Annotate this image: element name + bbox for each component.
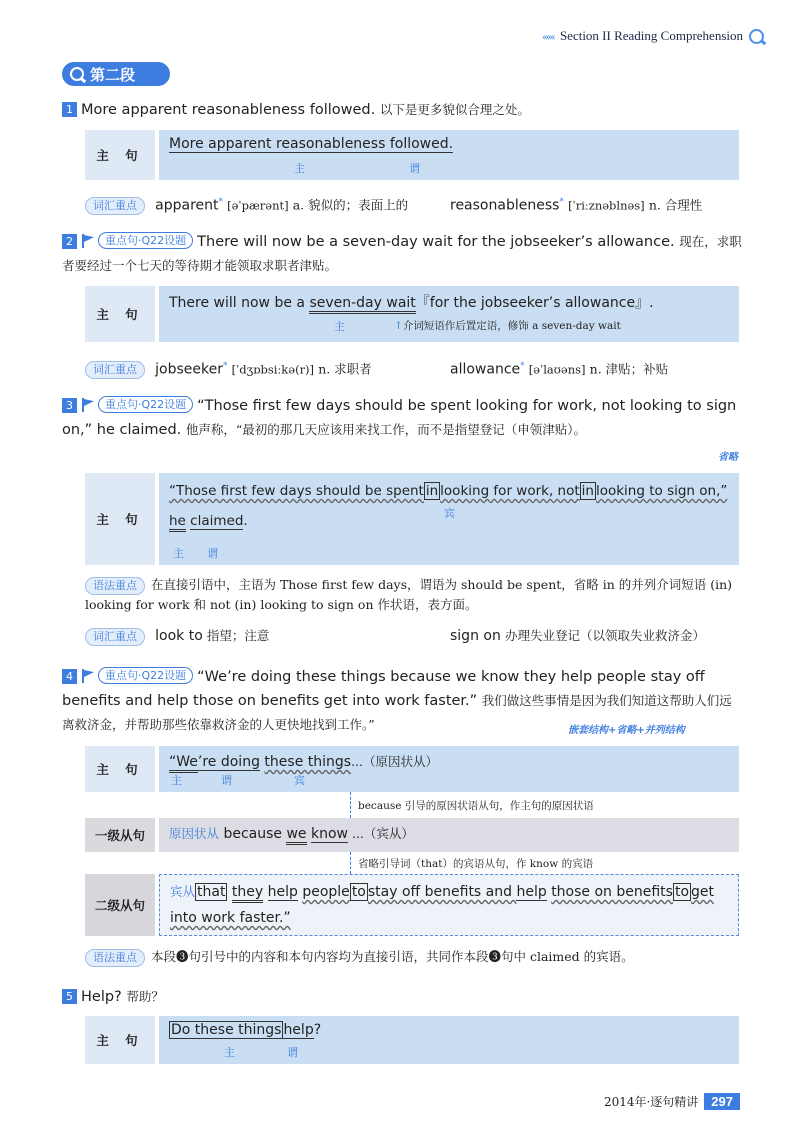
clause-level-2-box: 二级从句 宾从 that they help people to stay off benefits and help those on benefits to get into work faster.” bbox=[85, 874, 739, 936]
box-label: 主 句 bbox=[85, 473, 155, 565]
sentence-zh: 我们做这些事情是因为我们知道这帮助人们远离救济金，并帮助那些依靠救济金的人更快地找到工作。” bbox=[62, 693, 732, 732]
page-number: 297 bbox=[704, 1093, 740, 1110]
grammar-row-3: 语法重点 在直接引语中，主语为 Those first few days，谓语为 should be spent，省略 in 的并列介词短语 (in) looking for work 和 not (in) looking to sign on 作状语，表方面。 bbox=[85, 577, 733, 612]
flag-icon bbox=[81, 669, 95, 683]
sentence-zh: 现在，求职者要经过一个七天的等待期才能领取求职者津贴。 bbox=[62, 234, 742, 273]
box-label: 主 句 bbox=[85, 286, 155, 342]
vocab-row-1: 词汇重点 apparent* [əˈpærənt] a. 貌似的；表面上的 reasonableness* [ˈriːznəblnəs] n. 合理性 bbox=[85, 192, 745, 216]
running-header bbox=[542, 28, 764, 44]
sentence-number: 5 bbox=[62, 989, 77, 1004]
subject-mark: 主 bbox=[171, 774, 182, 787]
predicate-mark: 谓 bbox=[207, 547, 218, 560]
predicate-mark: 谓 bbox=[221, 774, 232, 787]
analysis-box-3: 主 句 “Those first few days should be spent in looking for work, not in looking to sign on,” 宾 he claimed. 主 谓 bbox=[85, 473, 739, 565]
structure-note: ↑介词短语作后置定语，修饰 a seven-day wait bbox=[394, 320, 621, 332]
analysis-box-5: 主 句 Do these things help? 主 谓 bbox=[85, 1016, 739, 1064]
box-label: 主 句 bbox=[85, 130, 155, 180]
sentence-2 bbox=[62, 230, 742, 278]
sentence-en: “We’re doing these things because we know they help people stay off benefits and help those on benefits get into work faster.” bbox=[62, 669, 705, 709]
sentence-zh: 帮助？ bbox=[126, 989, 164, 1004]
page-footer bbox=[604, 1093, 740, 1110]
key-sentence-tag: 重点句·Q22设题 bbox=[98, 667, 193, 684]
chevron-icons: ‹‹‹‹‹‹ bbox=[541, 28, 554, 43]
sentence-number: 1 bbox=[62, 102, 77, 117]
sentence-number: 2 bbox=[62, 234, 77, 249]
connector-line bbox=[350, 852, 351, 874]
search-icon bbox=[749, 29, 764, 44]
structure-note: because 引导的原因状语从句，作主句的原因状语 bbox=[358, 800, 594, 812]
box-label: 主 句 bbox=[85, 746, 155, 792]
box-label: 一级从句 bbox=[85, 818, 155, 852]
object-mark: 宾 bbox=[294, 774, 305, 787]
flag-icon bbox=[81, 234, 95, 248]
analysis-box-2: 主 句 There will now be a seven-day wait『for the jobseeker’s allowance』. 主 ↑介词短语作后置定语，修饰 a seven-day wait bbox=[85, 286, 739, 342]
sentence-en: “Those first few days should be spent looking for work, not looking to sign on,” he claimed. bbox=[62, 398, 737, 438]
analysis-text: More apparent reasonableness followed. bbox=[169, 136, 454, 152]
vocab-tag: 词汇重点 bbox=[85, 628, 145, 646]
vocab-tag: 词汇重点 bbox=[85, 197, 145, 215]
predicate-mark: 谓 bbox=[409, 162, 420, 175]
sentence-zh: 以下是更多貌似合理之处。 bbox=[379, 102, 530, 117]
section-title: Section II Reading Comprehension bbox=[559, 28, 743, 43]
clause-level-1-box: 一级从句 原因状从 because we know ...（宾从） bbox=[85, 818, 739, 852]
grammar-tag: 语法重点 bbox=[85, 949, 145, 967]
sentence-1 bbox=[62, 98, 742, 122]
sentence-number: 3 bbox=[62, 398, 77, 413]
vocab-tag: 词汇重点 bbox=[85, 361, 145, 379]
key-sentence-tag: 重点句·Q22设题 bbox=[98, 396, 193, 413]
subject-mark: 主 bbox=[173, 547, 184, 560]
sentence-3 bbox=[62, 394, 742, 442]
omission-mark: 省略 bbox=[718, 452, 738, 463]
analysis-box-1 bbox=[85, 130, 739, 180]
object-mark: 宾 bbox=[444, 507, 455, 520]
sentence-en: More apparent reasonableness followed. bbox=[81, 102, 376, 118]
sentence-zh: 他声称，“最初的那几天应该用来找工作，而不是指望登记（申领津贴）。 bbox=[185, 422, 587, 437]
box-label: 二级从句 bbox=[85, 874, 155, 936]
sentence-number: 4 bbox=[62, 669, 77, 684]
subject-mark: 主 bbox=[294, 162, 305, 175]
subject-mark: 主 bbox=[224, 1046, 235, 1059]
grammar-tag: 语法重点 bbox=[85, 577, 145, 595]
paragraph-label: 第二段 bbox=[62, 62, 170, 86]
structure-mark: 嵌套结构+省略+并列结构 bbox=[568, 725, 685, 736]
sentence-5 bbox=[62, 985, 742, 1009]
sentence-en: There will now be a seven-day wait for the jobseeker’s allowance. bbox=[197, 234, 675, 250]
main-clause-box: 主 句 “We’re doing these things...（原因状从） 主 谓 宾 bbox=[85, 746, 739, 792]
connector-line bbox=[350, 792, 351, 818]
grammar-row-4: 语法重点 本段❸句引号中的内容和本句内容均为直接引语，共同作本段❸句中 claimed 的宾语。 bbox=[85, 947, 745, 967]
vocab-row-2: 词汇重点 jobseeker* [ˈdʒɒbsiːkə(r)] n. 求职者 allowance* [əˈlaʊəns] n. 津贴；补贴 bbox=[85, 356, 745, 380]
flag-icon bbox=[81, 398, 95, 412]
subject-mark: 主 bbox=[334, 320, 345, 333]
predicate-mark: 谓 bbox=[287, 1046, 298, 1059]
box-label: 主 句 bbox=[85, 1016, 155, 1064]
key-sentence-tag: 重点句·Q22设题 bbox=[98, 232, 193, 249]
structure-note: 省略引导词（that）的宾语从句，作 know 的宾语 bbox=[358, 858, 594, 870]
vocab-row-3: 词汇重点 look to 指望；注意 sign on 办理失业登记（以领取失业救济金） bbox=[85, 626, 745, 647]
sentence-en: Help? bbox=[81, 989, 122, 1005]
footer-title: 2014年·逐句精讲 bbox=[603, 1095, 699, 1109]
search-icon bbox=[70, 67, 84, 81]
